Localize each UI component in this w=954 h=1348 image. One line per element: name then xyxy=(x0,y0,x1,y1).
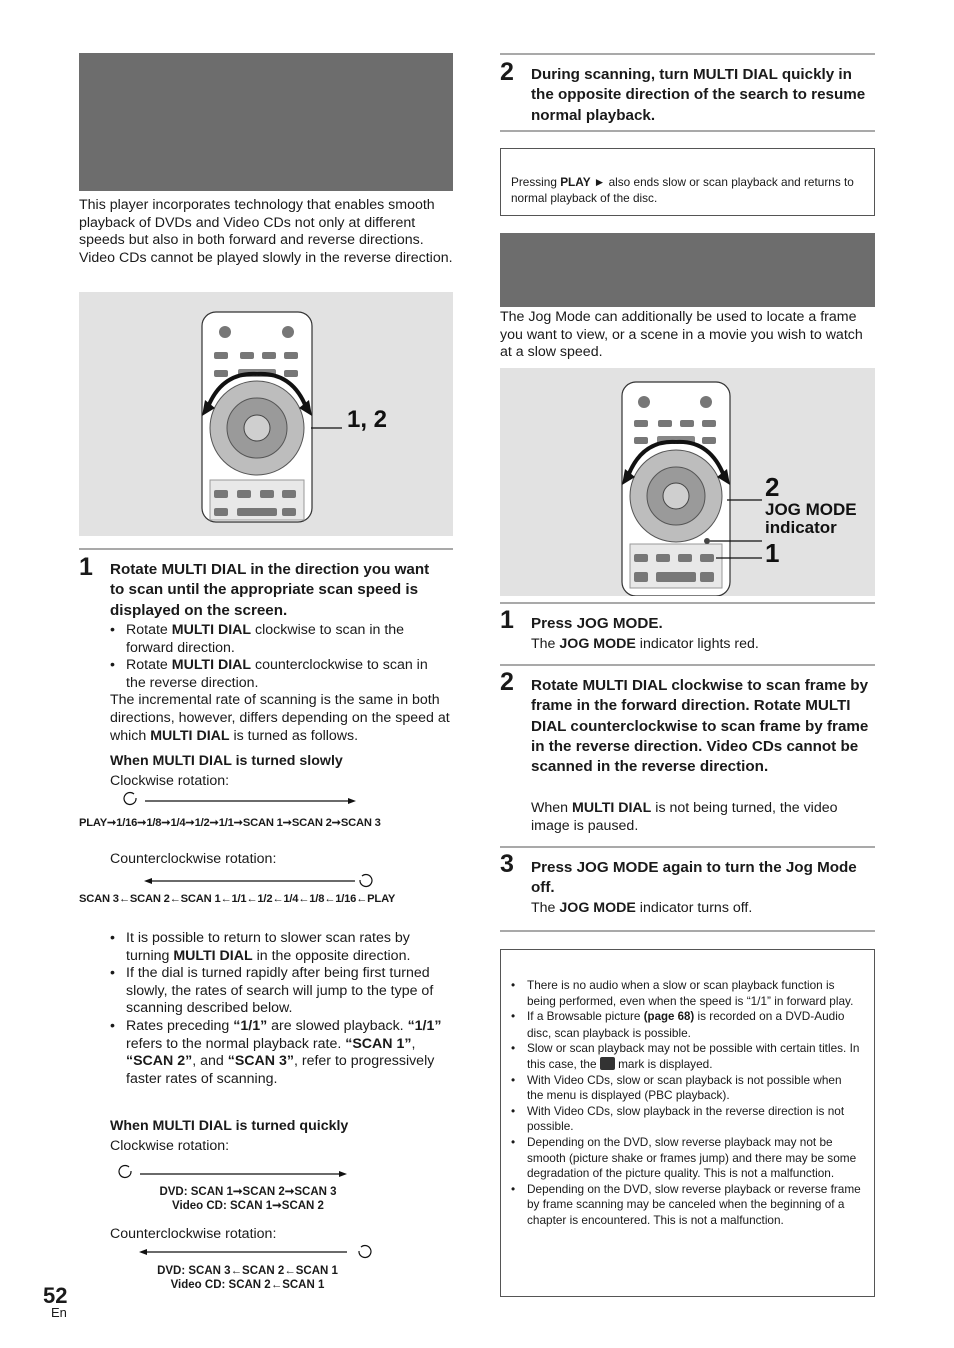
note-box xyxy=(500,148,875,216)
divider xyxy=(500,130,875,132)
step-heading: Rotate MULTI DIAL in the direction you want to scan until the appropriate scan speed is displayed on the screen. xyxy=(110,561,430,619)
step-heading: During scanning, turn MULTI DIAL quickly in the opposite direction of the search to resume normal playback. xyxy=(531,66,866,124)
divider xyxy=(500,846,875,848)
step1-details xyxy=(110,622,450,745)
figure-callout-jog-mode: JOG MODE xyxy=(765,500,857,519)
section-banner-left xyxy=(79,53,453,191)
bullet-item: • If the dial is turned rapidly after being first turned slowly, the rates of search will jump to the type of scanning described below. xyxy=(110,965,450,1018)
step-subtext: When MULTI DIAL is not being turned, the video image is paused. xyxy=(531,800,838,834)
slowly-ccw-label: Counterclockwise rotation: xyxy=(110,851,277,867)
divider xyxy=(500,664,875,666)
notes-list xyxy=(511,978,861,1229)
divider xyxy=(500,930,875,932)
jog-intro: The Jog Mode can additionally be used to locate a frame you want to view, or a scene in a movie you wish to watch at a slow speed. xyxy=(500,309,863,361)
step-number: 1 xyxy=(79,553,93,581)
note-item: • There is no audio when a slow or scan playback function is being performed, even when the speed is “1/1” in forward play. xyxy=(511,978,861,1009)
step-number: 2 xyxy=(500,58,514,86)
quickly-cw-label: Clockwise rotation: xyxy=(110,1138,230,1154)
quick-ccw-vcd: Video CD: SCAN 2←SCAN 1 xyxy=(170,1279,325,1291)
remote-illustration xyxy=(500,368,875,596)
step1-paragraph: The incremental rate of scanning is the same in both directions, however, differs depending on the speed at which MULTI DIAL is turned as follows. xyxy=(110,692,450,744)
step-heading: Press JOG MODE again to turn the Jog Mode off. xyxy=(531,859,857,897)
bullet-item: • Rates preceding “1/1” are slowed playback. “1/1” refers to the normal playback rate. “SCAN 1”, “SCAN 2”, and “SCAN 3”, refer to progressively faster rates of scanning. xyxy=(110,1018,450,1088)
step-number: 3 xyxy=(500,850,514,878)
slow-cw-sequence: PLAY➞1/16➞1/8➞1/4➞1/2➞1/1➞SCAN 1➞SCAN 2➞SCAN 3 xyxy=(79,817,381,829)
ccw-arrow-icon xyxy=(140,870,385,890)
slowly-cw-label: Clockwise rotation: xyxy=(110,773,230,789)
quickly-heading: When MULTI DIAL is turned quickly xyxy=(110,1118,349,1134)
remote-figure-left xyxy=(79,292,453,536)
cw-arrow-icon xyxy=(120,790,370,810)
divider xyxy=(500,53,875,55)
quickly-ccw-label: Counterclockwise rotation: xyxy=(110,1226,277,1242)
intro-paragraph: This player incorporates technology that enables smooth playback of DVDs and Video CDs not only at different speeds but also in both forward and reverse directions. Video CDs cannot be played slowly in the reverse direction. xyxy=(79,197,453,266)
ccw-arrow-icon xyxy=(135,1241,380,1261)
bullet-item: • Rotate MULTI DIAL counterclockwise to scan in the reverse direction. xyxy=(110,657,450,692)
remote-illustration xyxy=(79,292,453,536)
step-subtext: The JOG MODE indicator lights red. xyxy=(531,636,759,652)
note-item: • Depending on the DVD, slow reverse playback or reverse frame by frame scanning may be canceled when the beginning of a chapter is encountered. This is not a malfunction. xyxy=(511,1182,861,1229)
quick-ccw-sequence xyxy=(135,1264,360,1292)
note-text: Pressing PLAY ► also ends slow or scan playback and returns to normal playback of the disc. xyxy=(511,175,854,205)
step-number: 2 xyxy=(500,668,514,696)
notes-box xyxy=(500,949,875,1297)
cw-arrow-icon xyxy=(115,1163,360,1183)
step-subtext: The JOG MODE indicator turns off. xyxy=(531,900,753,916)
scan-rate-notes xyxy=(110,930,450,1088)
note-item: • If a Browsable picture (page 68) is recorded on a DVD-Audio disc, scan playback is possible. xyxy=(511,1009,861,1041)
bullet-item: • Rotate MULTI DIAL clockwise to scan in the forward direction. xyxy=(110,622,450,657)
quick-cw-dvd: DVD: SCAN 1➞SCAN 2➞SCAN 3 xyxy=(159,1186,337,1198)
figure-callout-2: 2 xyxy=(765,472,780,502)
quick-ccw-dvd: DVD: SCAN 3←SCAN 2←SCAN 1 xyxy=(157,1265,338,1277)
figure-callout-indicator: indicator xyxy=(765,518,837,537)
divider xyxy=(79,548,453,550)
figure-callout-1: 1 xyxy=(765,538,780,568)
slowly-heading: When MULTI DIAL is turned slowly xyxy=(110,753,343,769)
note-item: • Depending on the DVD, slow reverse playback may not be smooth (picture shake or frames jump) and there may be some degradation of the picture quality. This is not a malfunction. xyxy=(511,1135,861,1182)
section-banner-right xyxy=(500,233,875,307)
page-number: 52 xyxy=(43,1283,68,1308)
quick-cw-vcd: Video CD: SCAN 1➞SCAN 2 xyxy=(172,1200,324,1212)
step-heading: Rotate MULTI DIAL clockwise to scan frame by frame in the forward direction. Rotate MULTI DIAL counterclockwise to scan frame by frame in the reverse direction. Video CDs cannot be scanned in the reverse direction. xyxy=(531,677,869,776)
bullet-item: • It is possible to return to slower scan rates by turning MULTI DIAL in the opposite direction. xyxy=(110,930,450,965)
note-item: • With Video CDs, slow playback in the reverse direction is not possible. xyxy=(511,1104,861,1135)
step-heading: Press JOG MODE. xyxy=(531,615,663,632)
note-item: • Slow or scan playback may not be possible with certain titles. In this case, the mark is displayed. xyxy=(511,1041,861,1072)
note-item: • With Video CDs, slow or scan playback is not possible when the menu is displayed (PBC playback). xyxy=(511,1073,861,1104)
step-number: 1 xyxy=(500,606,514,634)
slow-ccw-sequence: SCAN 3←SCAN 2←SCAN 1←1/1←1/2←1/4←1/8←1/16←PLAY xyxy=(79,893,396,905)
prohibited-hand-icon xyxy=(600,1057,615,1070)
quick-cw-sequence xyxy=(138,1185,358,1213)
remote-figure-right xyxy=(500,368,875,596)
page-lang: En xyxy=(51,1305,67,1320)
divider xyxy=(500,602,875,604)
figure-callout-1-2: 1, 2 xyxy=(347,406,388,433)
